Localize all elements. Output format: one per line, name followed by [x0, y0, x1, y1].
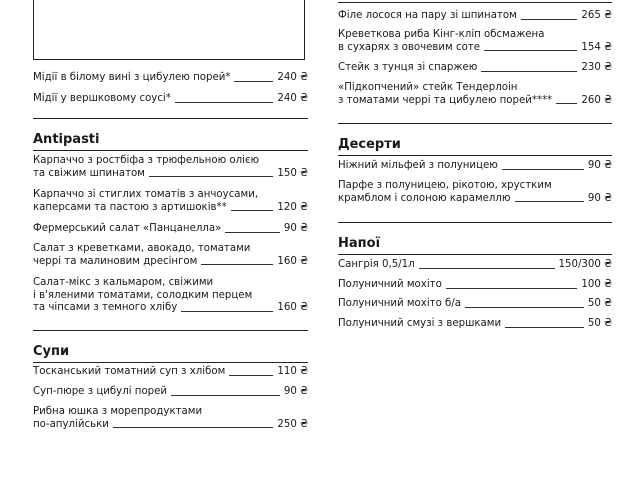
item-price: 240 ₴: [277, 72, 308, 83]
dot-leader: [231, 210, 274, 211]
menu-item: [338, 10, 612, 23]
item-name-line: і в'яленими томатами, солодким перцем: [33, 289, 253, 301]
item-name-line: Парфе з полуницею, рікотою, хрустким: [338, 180, 552, 191]
menu-item: [33, 223, 308, 236]
dot-leader: [484, 50, 577, 51]
section-divider: [33, 118, 308, 119]
item-name-line: черрі та малиновим дресінгом: [33, 255, 198, 267]
item-price: 154 ₴: [581, 41, 612, 53]
dot-leader: [175, 102, 274, 103]
item-price: 160 ₴: [277, 255, 308, 267]
section-divider: [338, 254, 612, 255]
menu-item: [338, 259, 612, 272]
menu-item: [33, 277, 308, 315]
section-divider: [338, 222, 612, 223]
dot-leader: [171, 395, 280, 396]
item-name-line: Карпаччо з ростбіфа з трюфельною олією: [33, 155, 260, 166]
item-price: 265 ₴: [581, 10, 612, 21]
item-name-line: крамблом і солоною карамеллю: [338, 192, 511, 204]
item-name: Ніжний мільфей з полуницею: [338, 160, 498, 171]
item-price: 240 ₴: [277, 93, 308, 104]
dot-leader: [229, 375, 273, 376]
item-name: Полуничний мохіто: [338, 279, 442, 290]
item-name: Філе лосося на пару зі шпинатом: [338, 10, 517, 21]
dot-leader: [234, 81, 273, 82]
item-price: 110 ₴: [277, 366, 308, 377]
item-name: Суп-пюре з цибулі порей: [33, 386, 168, 397]
item-price: 260 ₴: [581, 94, 612, 106]
item-name-line: та свіжим шпинатом: [33, 167, 145, 179]
item-name: Полуничний мохіто б/а: [338, 298, 462, 309]
dot-leader: [181, 311, 273, 312]
menu-item: [33, 386, 308, 399]
section-title-desserts: Десерти: [338, 137, 401, 152]
menu-item: [338, 62, 612, 75]
item-name: Мідії у вершковому соусі*: [33, 93, 171, 104]
item-name-line: Салат-мікс з кальмаром, свіжими: [33, 277, 214, 288]
section-divider: [338, 123, 612, 124]
item-price: 90 ₴: [587, 160, 612, 171]
dot-leader: [149, 176, 273, 177]
item-price: 250 ₴: [277, 418, 308, 430]
section-divider: [338, 2, 612, 3]
item-name: Мідії в білому вині з цибулею порей*: [33, 72, 231, 83]
dot-leader: [113, 427, 274, 428]
item-name: Полуничний смузі з вершками: [338, 318, 502, 329]
dot-leader: [201, 264, 273, 265]
dot-leader: [521, 19, 578, 20]
item-price: 90 ₴: [283, 386, 308, 397]
section-divider: [33, 330, 308, 331]
item-name-line: Рибна юшка з морепродуктами: [33, 406, 203, 417]
item-price: 50 ₴: [587, 298, 612, 309]
dot-leader: [515, 201, 584, 202]
dot-leader: [505, 327, 584, 328]
item-name: Стейк з тунця зі спаржею: [338, 62, 478, 73]
item-name: Тосканський томатний суп з хлібом: [33, 366, 226, 377]
menu-item: [338, 279, 612, 292]
item-price: 230 ₴: [581, 62, 612, 73]
menu-item: [338, 82, 612, 107]
menu-item: [33, 93, 308, 106]
item-price: 150/300 ₴: [558, 259, 612, 270]
item-price: 90 ₴: [587, 192, 612, 204]
dot-leader: [225, 232, 280, 233]
section-divider: [338, 155, 612, 156]
item-name-line: по-апулійськи: [33, 418, 109, 430]
menu-item: [338, 298, 612, 311]
item-name-line: каперсами та пастою з артишоків**: [33, 201, 227, 213]
item-name-line: з томатами черрі та цибулею порей****: [338, 94, 553, 106]
item-price: 50 ₴: [587, 318, 612, 329]
menu-item: [338, 160, 612, 173]
item-price: 150 ₴: [277, 167, 308, 179]
section-divider: [33, 362, 308, 363]
section-divider: [33, 150, 308, 151]
section-title-soups: Супи: [33, 344, 70, 359]
item-name-line: в сухарях з овочевим соте: [338, 41, 481, 53]
dot-leader: [465, 307, 584, 308]
item-price: 90 ₴: [283, 223, 308, 234]
item-name-line: та чіпсами з темного хлібу: [33, 302, 178, 313]
menu-item: [338, 318, 612, 331]
item-name-line: Карпаччо зі стиглих томатів з анчоусами,: [33, 189, 259, 200]
menu-item: [338, 29, 612, 54]
dot-leader: [446, 288, 578, 289]
item-name-line: Креветкова риба Кінг-кліп обсмажена: [338, 29, 545, 40]
dot-leader: [481, 71, 577, 72]
item-name: Фермерський салат «Панцанелла»: [33, 223, 222, 234]
item-name-line: «Підкопчений» стейк Тендерлоін: [338, 82, 518, 93]
menu-item: [33, 189, 308, 214]
dot-leader: [502, 169, 584, 170]
menu-item: [33, 72, 308, 85]
top-frame-box: [33, 0, 305, 60]
item-price: 120 ₴: [277, 201, 308, 213]
menu-item: [33, 366, 308, 379]
item-name-line: Салат з креветками, авокадо, томатами: [33, 243, 251, 254]
section-title-drinks: Напої: [338, 236, 381, 251]
menu-item: [338, 180, 612, 205]
item-name: Сангрія 0,5/1л: [338, 259, 415, 270]
item-price: 100 ₴: [581, 279, 612, 290]
dot-leader: [556, 103, 577, 104]
menu-item: [33, 155, 308, 180]
menu-item: [33, 243, 308, 268]
section-title-antipasti: Antipasti: [33, 132, 100, 147]
dot-leader: [419, 268, 555, 269]
menu-item: [33, 406, 308, 431]
item-price: 160 ₴: [277, 302, 308, 313]
